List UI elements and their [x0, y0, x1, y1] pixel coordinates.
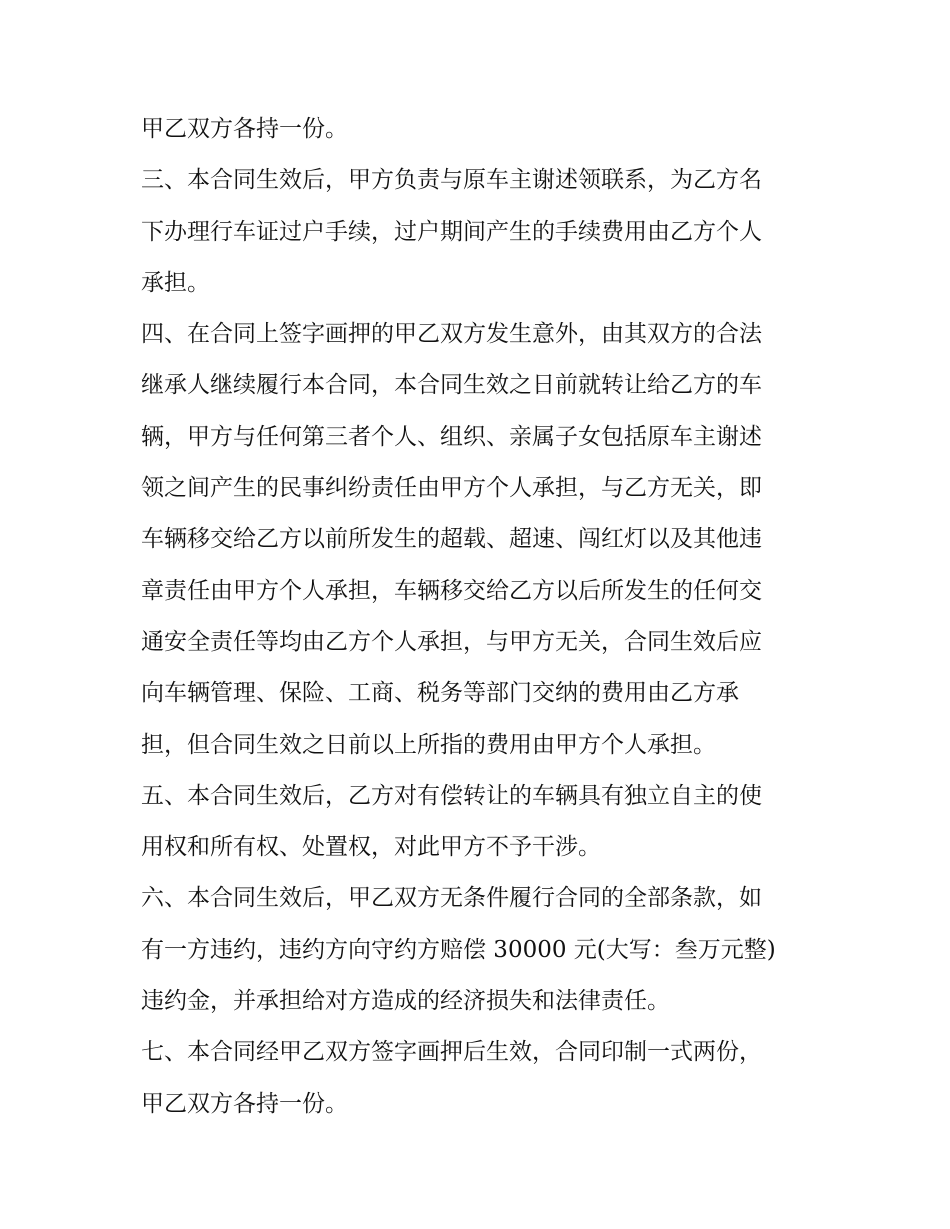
text-line: 章责任由甲方个人承担，车辆移交给乙方以后所发生的任何交: [141, 577, 762, 604]
text-line: 违约金，并承担给对方造成的经济损失和法律责任。: [141, 988, 670, 1015]
text-line: 五、本合同生效后，乙方对有偿转让的车辆具有独立自主的使: [141, 782, 762, 809]
text-line: 甲乙双方各持一份。: [141, 1090, 348, 1117]
text-line: 向车辆管理、保险、工商、税务等部门交纳的费用由乙方承: [141, 680, 739, 707]
text-line: 继承人继续履行本合同，本合同生效之日前就转让给乙方的车: [141, 372, 762, 399]
text-line: 六、本合同生效后，甲乙双方无条件履行合同的全部条款，如: [141, 885, 762, 912]
text-line: 车辆移交给乙方以前所发生的超载、超速、闯红灯以及其他违: [141, 526, 762, 553]
text-line: 通安全责任等均由乙方个人承担，与甲方无关，合同生效后应: [141, 628, 762, 655]
text-line: 担，但合同生效之日前以上所指的费用由甲方个人承担。: [141, 731, 716, 758]
text-line: 领之间产生的民事纠纷责任由甲方个人承担，与乙方无关，即: [141, 475, 762, 502]
text-line: 四、在合同上签字画押的甲乙双方发生意外，由其双方的合法: [141, 321, 762, 348]
contract-body: [141, 107, 816, 1133]
text-line: 辆，甲方与任何第三者个人、组织、亲属子女包括原车主谢述: [141, 423, 762, 450]
text-line: 甲乙双方各持一份。: [141, 116, 348, 142]
text-line: 三、本合同生效后，甲方负责与原车主谢述领联系，为乙方名: [141, 167, 762, 194]
text-line: 有一方违约，违约方向守约方赔偿 30000 元(大写：叁万元整): [141, 936, 776, 963]
text-line: 承担。: [141, 269, 210, 296]
text-line: 下办理行车证过户手续，过户期间产生的手续费用由乙方个人: [141, 218, 762, 245]
text-line: 用权和所有权、处置权，对此甲方不予干涉。: [141, 834, 601, 861]
text-line: 七、本合同经甲乙双方签字画押后生效，合同印制一式两份，: [141, 1039, 762, 1066]
